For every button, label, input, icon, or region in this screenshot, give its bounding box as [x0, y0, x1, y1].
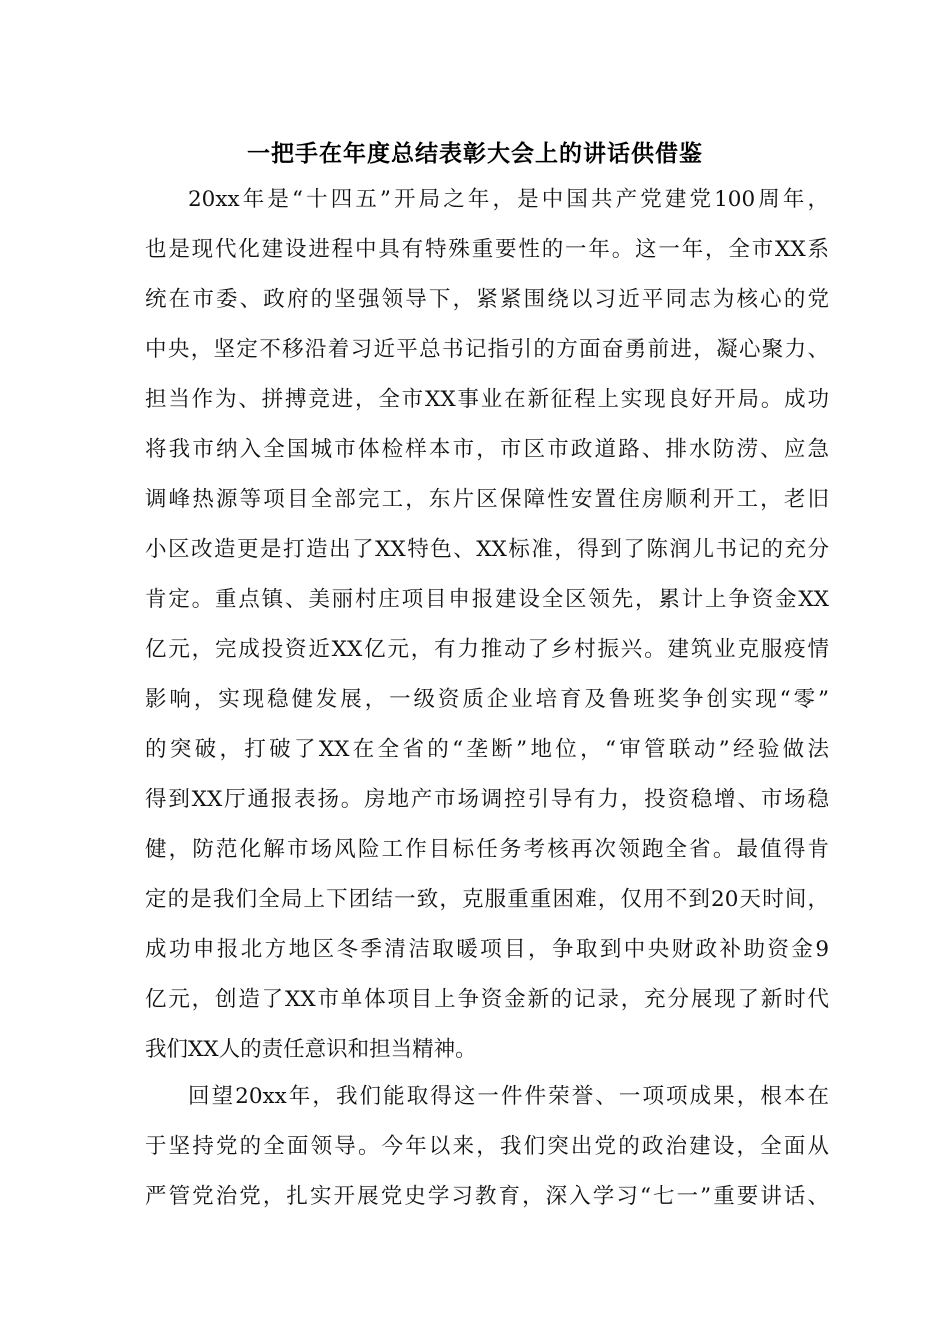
- text-line: 定的是我们全局上下团结一致，克服重重困难，仅用不到20天时间，: [145, 887, 829, 912]
- text-line: 亿元，完成投资近XX亿元，有力推动了乡村振兴。建筑业克服疫情: [145, 637, 829, 662]
- text-line: 统在市委、政府的坚强领导下，紧紧围绕以习近平同志为核心的党: [145, 287, 829, 312]
- text-line: 肯定。重点镇、美丽村庄项目申报建设全区领先，累计上争资金XX: [145, 587, 829, 612]
- text-line: 亿元，创造了XX市单体项目上争资金新的记录，充分展现了新时代: [145, 987, 829, 1012]
- text-line: 影响，实现稳健发展，一级资质企业培育及鲁班奖争创实现“零”: [145, 687, 829, 712]
- text-line: 得到XX厅通报表扬。房地产市场调控引导有力，投资稳增、市场稳: [145, 787, 829, 812]
- text-line: 严管党治党，扎实开展党史学习教育，深入学习“七一”重要讲话、: [145, 1184, 829, 1209]
- document-title: 一把手在年度总结表彰大会上的讲话供借鉴: [247, 140, 703, 167]
- text-line: 的突破，打破了XX在全省的“垄断”地位，“审管联动”经验做法: [145, 737, 829, 762]
- text-line: 回望20xx年，我们能取得这一件件荣誉、一项项成果，根本在: [188, 1084, 829, 1109]
- text-line: 将我市纳入全国城市体检样本市，市区市政道路、排水防涝、应急: [145, 437, 829, 462]
- text-line: 我们XX人的责任意识和担当精神。: [145, 1037, 477, 1062]
- text-line: 调峰热源等项目全部完工，东片区保障性安置住房顺利开工，老旧: [145, 487, 829, 512]
- text-line: 担当作为、拼搏竞进，全市XX事业在新征程上实现良好开局。成功: [145, 387, 829, 412]
- text-line: 也是现代化建设进程中具有特殊重要性的一年。这一年，全市XX系: [145, 237, 829, 262]
- text-line: 中央，坚定不移沿着习近平总书记指引的方面奋勇前进，凝心聚力、: [145, 337, 829, 362]
- text-line: 健，防范化解市场风险工作目标任务考核再次领跑全省。最值得肯: [145, 837, 829, 862]
- text-line: 小区改造更是打造出了XX特色、XX标准，得到了陈润儿书记的充分: [145, 537, 829, 562]
- text-line: 20xx年是“十四五”开局之年，是中国共产党建党100周年，: [188, 187, 829, 212]
- text-line: 于坚持党的全面领导。今年以来，我们突出党的政治建设，全面从: [145, 1134, 829, 1159]
- text-line: 成功申报北方地区冬季清洁取暖项目，争取到中央财政补助资金9: [145, 937, 829, 962]
- paragraph-1: [145, 175, 829, 1075]
- paragraph-2: [145, 1072, 829, 1222]
